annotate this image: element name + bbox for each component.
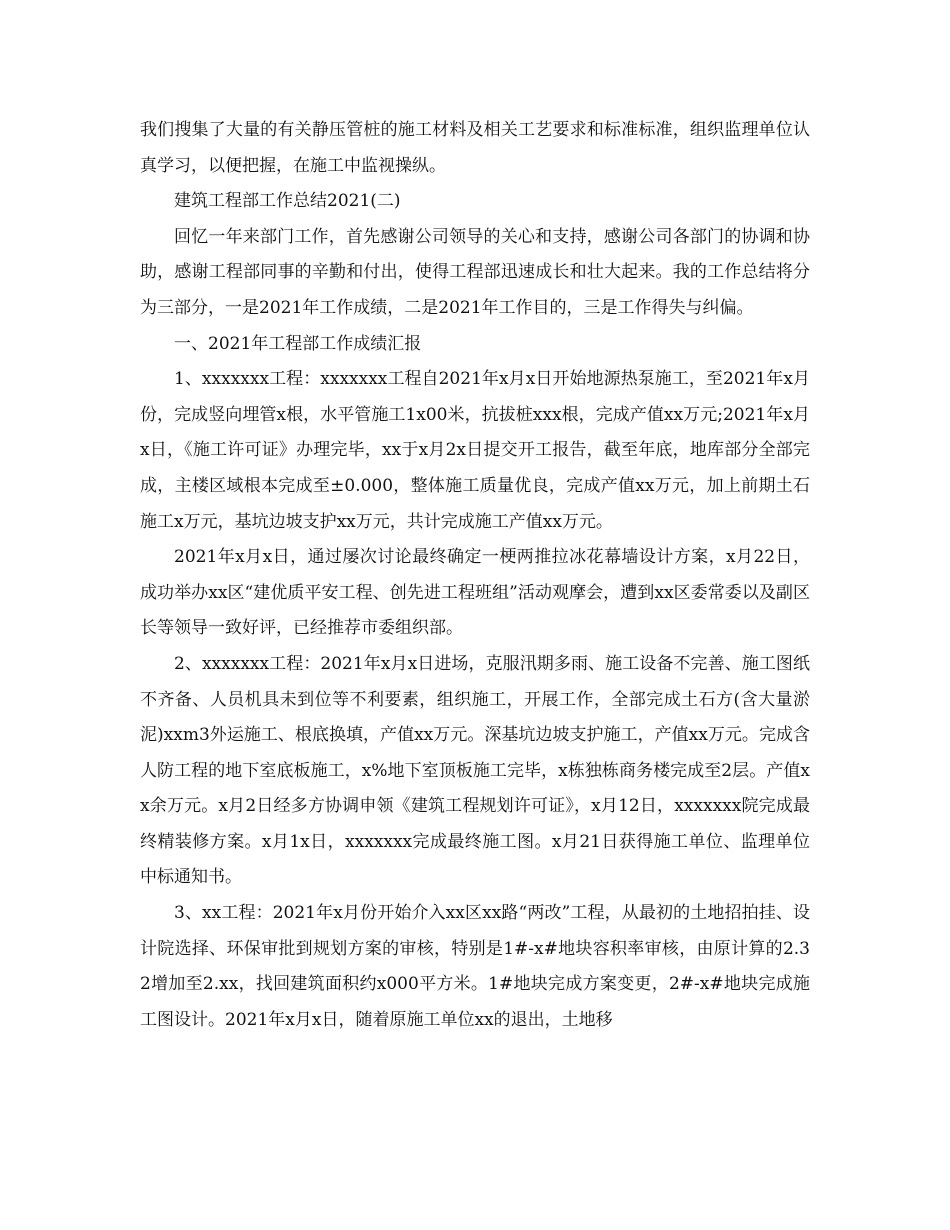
paragraph: 我们搜集了大量的有关静压管桩的施工材料及相关工艺要求和标准标准，组织监理单位认真学习，以便把握，在施工中监视操纵。 (140, 120, 810, 176)
section-heading: 一、2021年工程部工作成绩汇报 (174, 333, 422, 354)
paragraph: 1、xxxxxxx工程：xxxxxxx工程自2021年x月x日开始地源热泵施工，至2021年x月份，完成竖向埋管x根，水平管施工1x00米，抗拔桩xxx根，完成产值xx万元;2021年x月x日，《施工许可证》办理完毕，xx于x月2x日提交开工报告，截至年底，地库部分全部完成，主楼区域根本完成至±0.000，整体施工质量优良，完成产值xx万元，加上前期土石施工x万元，基坑边坡支护xx万元，共计完成施工产值xx万元。 (140, 369, 810, 532)
paragraph: 2、xxxxxxx工程：2021年x月x日进场，克服汛期多雨、施工设备不完善、施工图纸不齐备、人员机具未到位等不利要素，组织施工，开展工作，全部完成土石方(含大量淤泥)xxm3外运施工、根底换填，产值xx万元。深基坑边坡支护施工，产值xx万元。完成含人防工程的地下室底板施工，x%地下室顶板施工完毕，x栋独栋商务楼完成至2层。产值xx余万元。x月2日经多方协调申领《建筑工程规划许可证》，x月12日，xxxxxxx院完成最终精装修方案。x月1x日，xxxxxxx完成最终施工图。x月21日获得施工单位、监理单位中标通知书。 (140, 653, 810, 888)
paragraph: 2021年x月x日，通过屡次讨论最终确定一梗两推拉冰花幕墙设计方案，x月22日，成功举办xx区“建优质平安工程、创先进工程班组”活动观摩会，遭到xx区委常委以及副区长等领导一致好评，已经推荐市委组织部。 (140, 547, 810, 639)
paragraph: 3、xx工程：2021年x月份开始介入xx区xx路“两改”工程，从最初的土地招拍挂、设计院选择、环保审批到规划方案的审核，特别是1#-x#地块容积率审核，由原计算的2.32增加至2.xx，找回建筑面积约x000平方米。1#地块完成方案变更，2#-x#地块完成施工图设计。2021年x月x日，随着原施工单位xx的退出，土地移 (140, 903, 810, 1030)
section-heading: 建筑工程部工作总结2021(二) (174, 191, 401, 212)
paragraph: 回忆一年来部门工作，首先感谢公司领导的关心和支持，感谢公司各部门的协调和协助，感谢工程部同事的辛勤和付出，使得工程部迅速成长和壮大起来。我的工作总结将分为三部分，一是2021年工作成绩，二是2021年工作目的，三是工作得失与纠偏。 (140, 226, 810, 318)
